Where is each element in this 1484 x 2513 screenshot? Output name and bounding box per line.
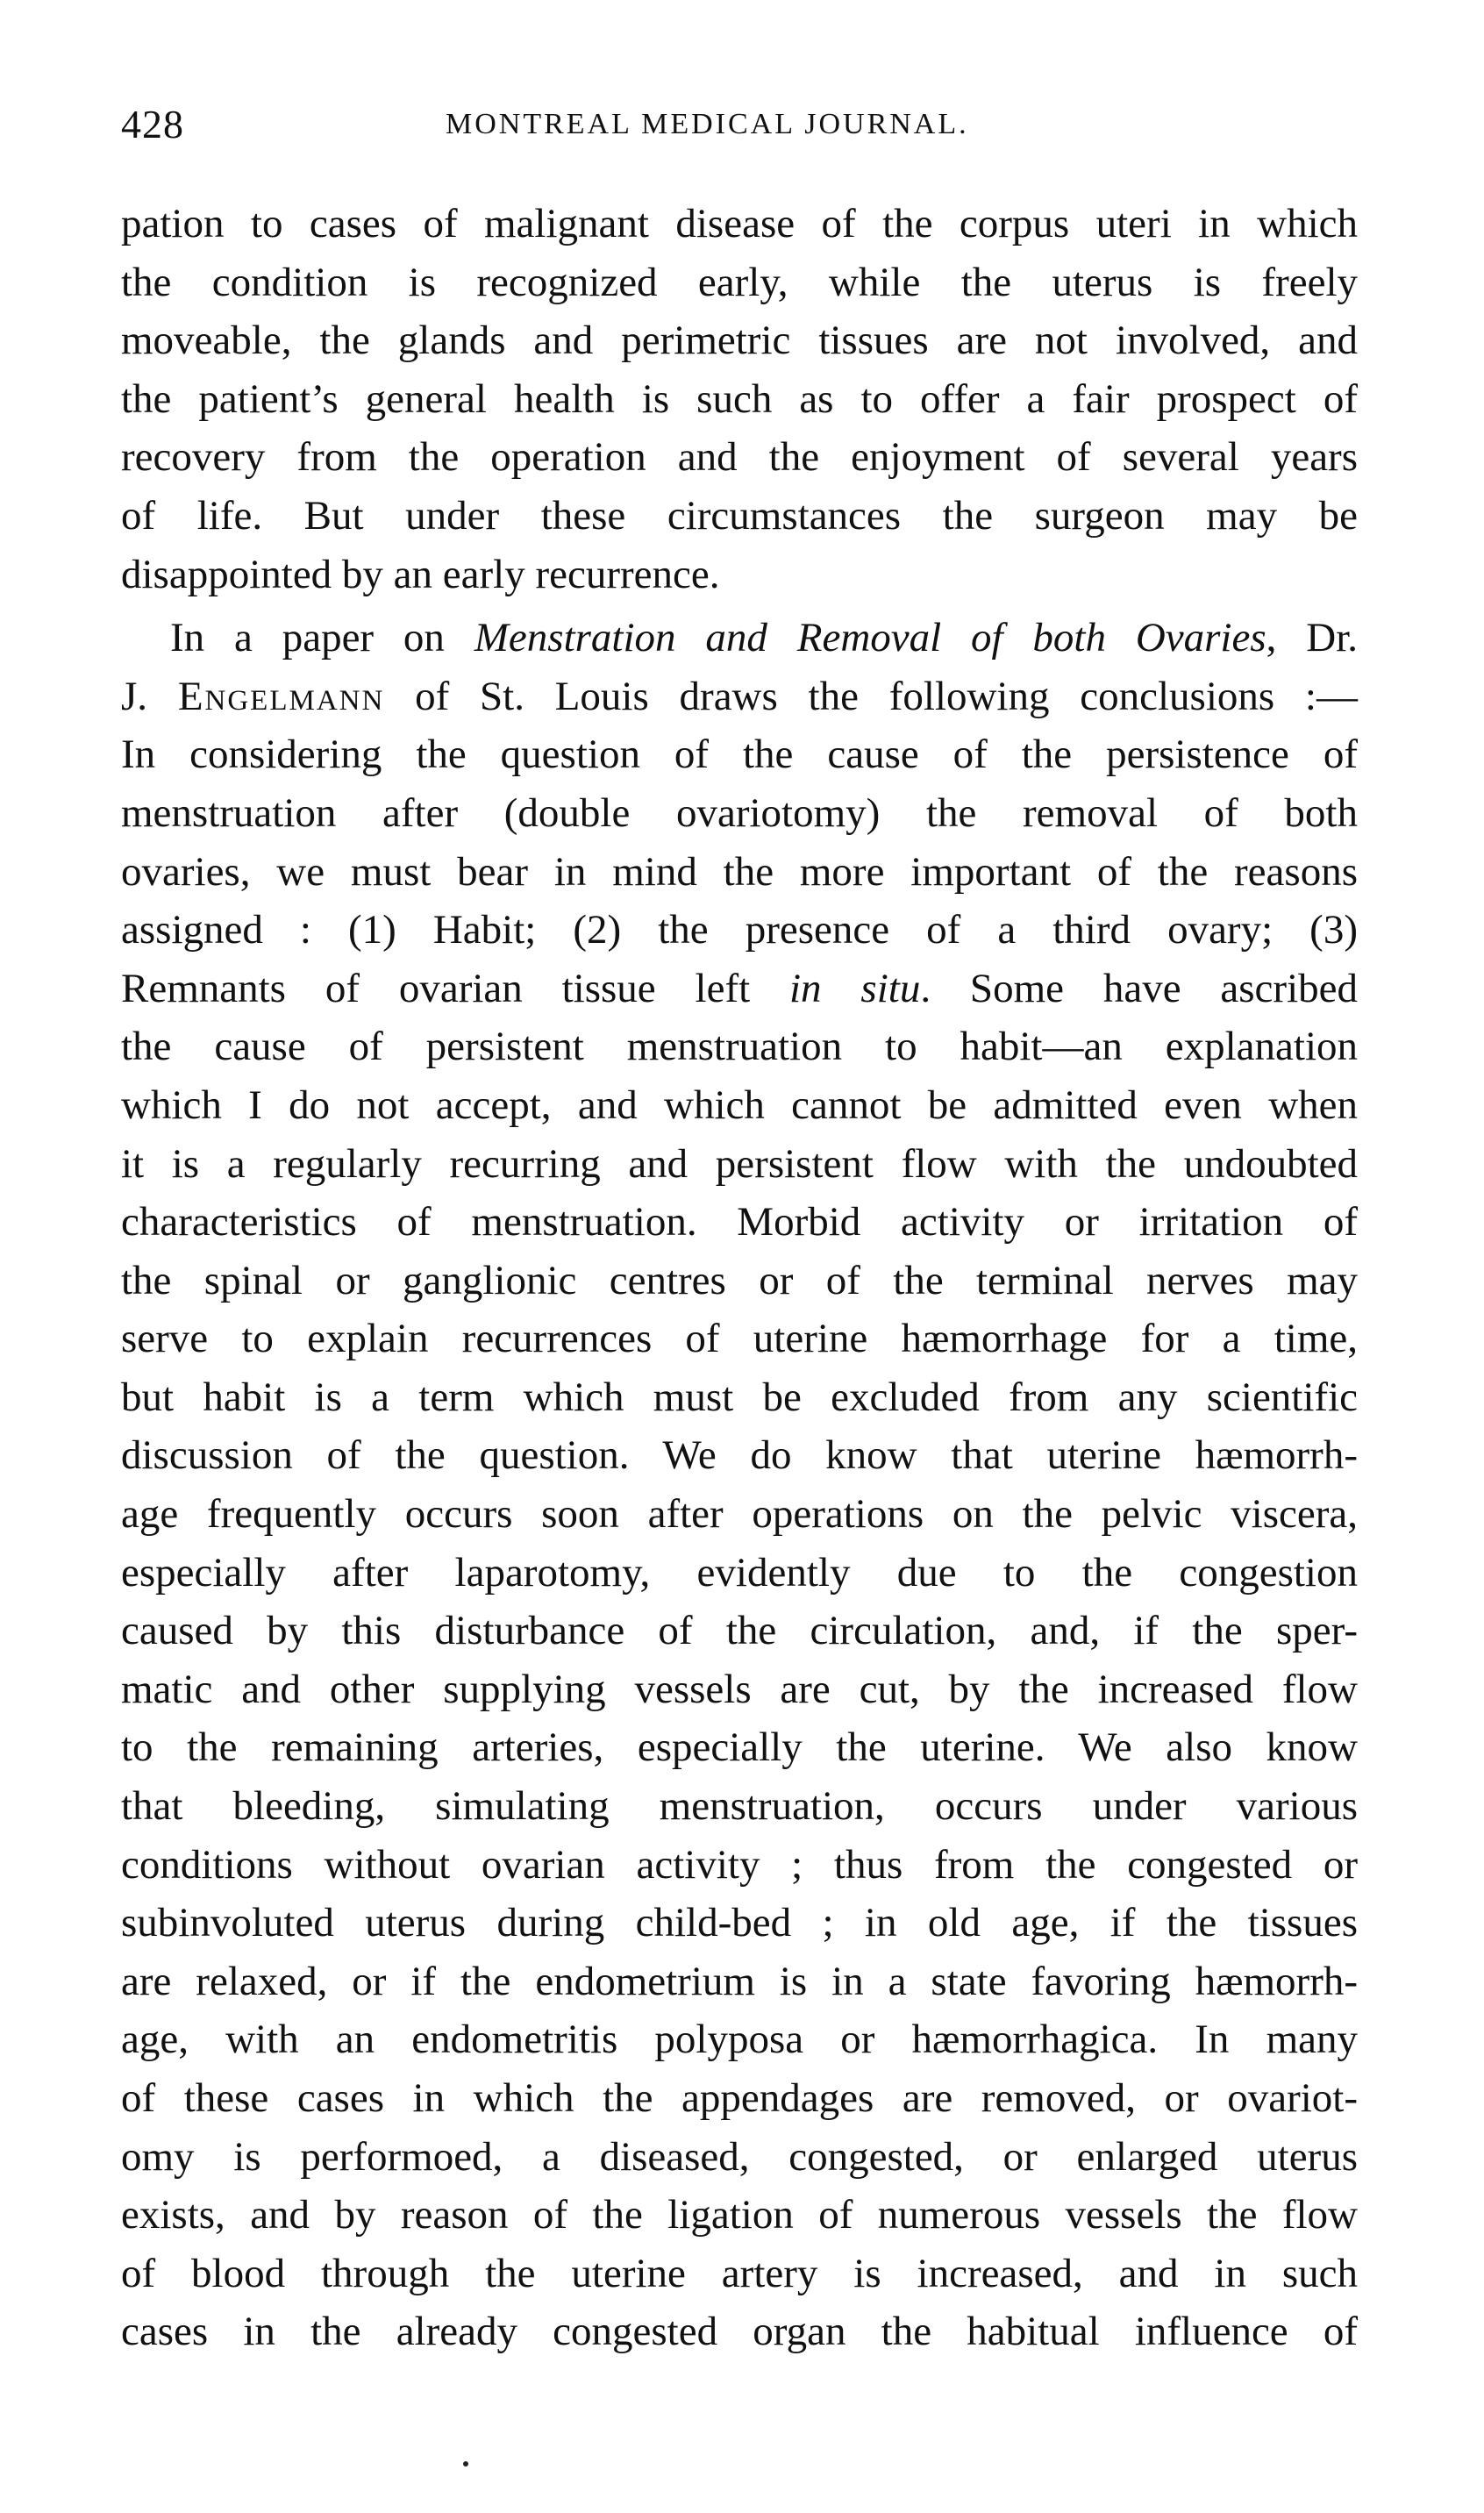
latin-phrase: in situ xyxy=(789,965,921,1011)
text-line: characteristics of menstruation. Morbid activity or irritation of xyxy=(121,1199,1358,1246)
journal-title: MONTREAL MEDICAL JOURNAL. xyxy=(446,108,969,140)
text-line: J. Engelmann of St. Louis draws the following conclusions :— xyxy=(121,673,1358,719)
text-line: the patient’s general health is such as to offer a fair prospect of xyxy=(121,375,1358,422)
text-line: the cause of persistent menstruation to habit—an explanation xyxy=(121,1024,1358,1070)
text-line: exists, and by reason of the ligation of numerous vessels the flow xyxy=(121,2192,1358,2238)
text-line: conditions without ovarian activity ; thus from the congested or xyxy=(121,1841,1358,1888)
author-name: Engelmann xyxy=(177,673,385,719)
text-line: age frequently occurs soon after operations on the pelvic viscera, xyxy=(121,1491,1358,1538)
ink-speck xyxy=(463,2461,468,2467)
text-line: that bleeding, simulating menstruation, occurs under various xyxy=(121,1783,1358,1830)
text-line: to the remaining arteries, especially the uterine. We also know xyxy=(121,1724,1358,1771)
paper-title: Menstration and Removal of both Ovaries xyxy=(474,615,1266,661)
text-line: subinvoluted uterus during child-bed ; in old age, if the tissues xyxy=(121,1900,1358,1946)
page-number: 428 xyxy=(121,102,184,146)
text-line: assigned : (1) Habit; (2) the presence of a third ovary; (3) xyxy=(121,907,1358,953)
text-line: but habit is a term which must be excluded from any scientific xyxy=(121,1374,1358,1420)
text-line: are relaxed, or if the endometrium is in a state favoring hæmorrh- xyxy=(121,1958,1358,2004)
text-line: of blood through the uterine artery is increased, and in such xyxy=(121,2250,1358,2296)
body-text xyxy=(121,195,1358,2361)
text-line: disappointed by an early recurrence. xyxy=(121,551,720,597)
text-line: Remnants of ovarian tissue left in situ. Some have ascribed xyxy=(121,965,1358,1011)
text-line: discussion of the question. We do know that uterine hæmorrh- xyxy=(121,1432,1358,1479)
text-line: age, with an endometritis polyposa or hæmorrhagica. In many xyxy=(121,2017,1358,2063)
text-line: it is a regularly recurring and persistent flow with the undoubted xyxy=(121,1140,1358,1187)
text-line: caused by this disturbance of the circulation, and, if the sper- xyxy=(121,1608,1358,1654)
text-line: In considering the question of the cause of the persistence of xyxy=(121,732,1358,778)
text-line: cases in the already congested organ the habitual influence of xyxy=(121,2309,1358,2355)
text-line: matic and other supplying vessels are cut, by the increased flow xyxy=(121,1666,1358,1712)
text-line: of these cases in which the appendages are removed, or ovariot- xyxy=(121,2075,1358,2121)
text-line: especially after laparotomy, evidently due to the congestion xyxy=(121,1549,1358,1596)
text-line: pation to cases of malignant disease of the corpus uteri in which xyxy=(121,201,1358,246)
text-line: In a paper on Menstration and Removal of both Ovaries, Dr. xyxy=(170,615,1359,661)
text-line: menstruation after (double ovariotomy) the removal of both xyxy=(121,789,1358,836)
text-line: of life. But under these circumstances the surgeon may be xyxy=(121,492,1358,539)
running-header xyxy=(121,98,1366,151)
text-line: the condition is recognized early, while the uterus is freely xyxy=(121,259,1358,305)
text-line: the spinal or ganglionic centres or of the terminal nerves may xyxy=(121,1257,1358,1303)
text-line: which I do not accept, and which cannot be admitted even when xyxy=(121,1082,1358,1128)
text-line: recovery from the operation and the enjoyment of several years xyxy=(121,434,1358,481)
text-line: serve to explain recurrences of uterine hæmorrhage for a time, xyxy=(121,1316,1358,1362)
text-line: ovaries, we must bear in mind the more important of the reasons xyxy=(121,848,1358,895)
text-line: omy is performoed, a diseased, congested, or enlarged uterus xyxy=(121,2133,1358,2180)
text-line: moveable, the glands and perimetric tissues are not involved, and xyxy=(121,318,1358,364)
